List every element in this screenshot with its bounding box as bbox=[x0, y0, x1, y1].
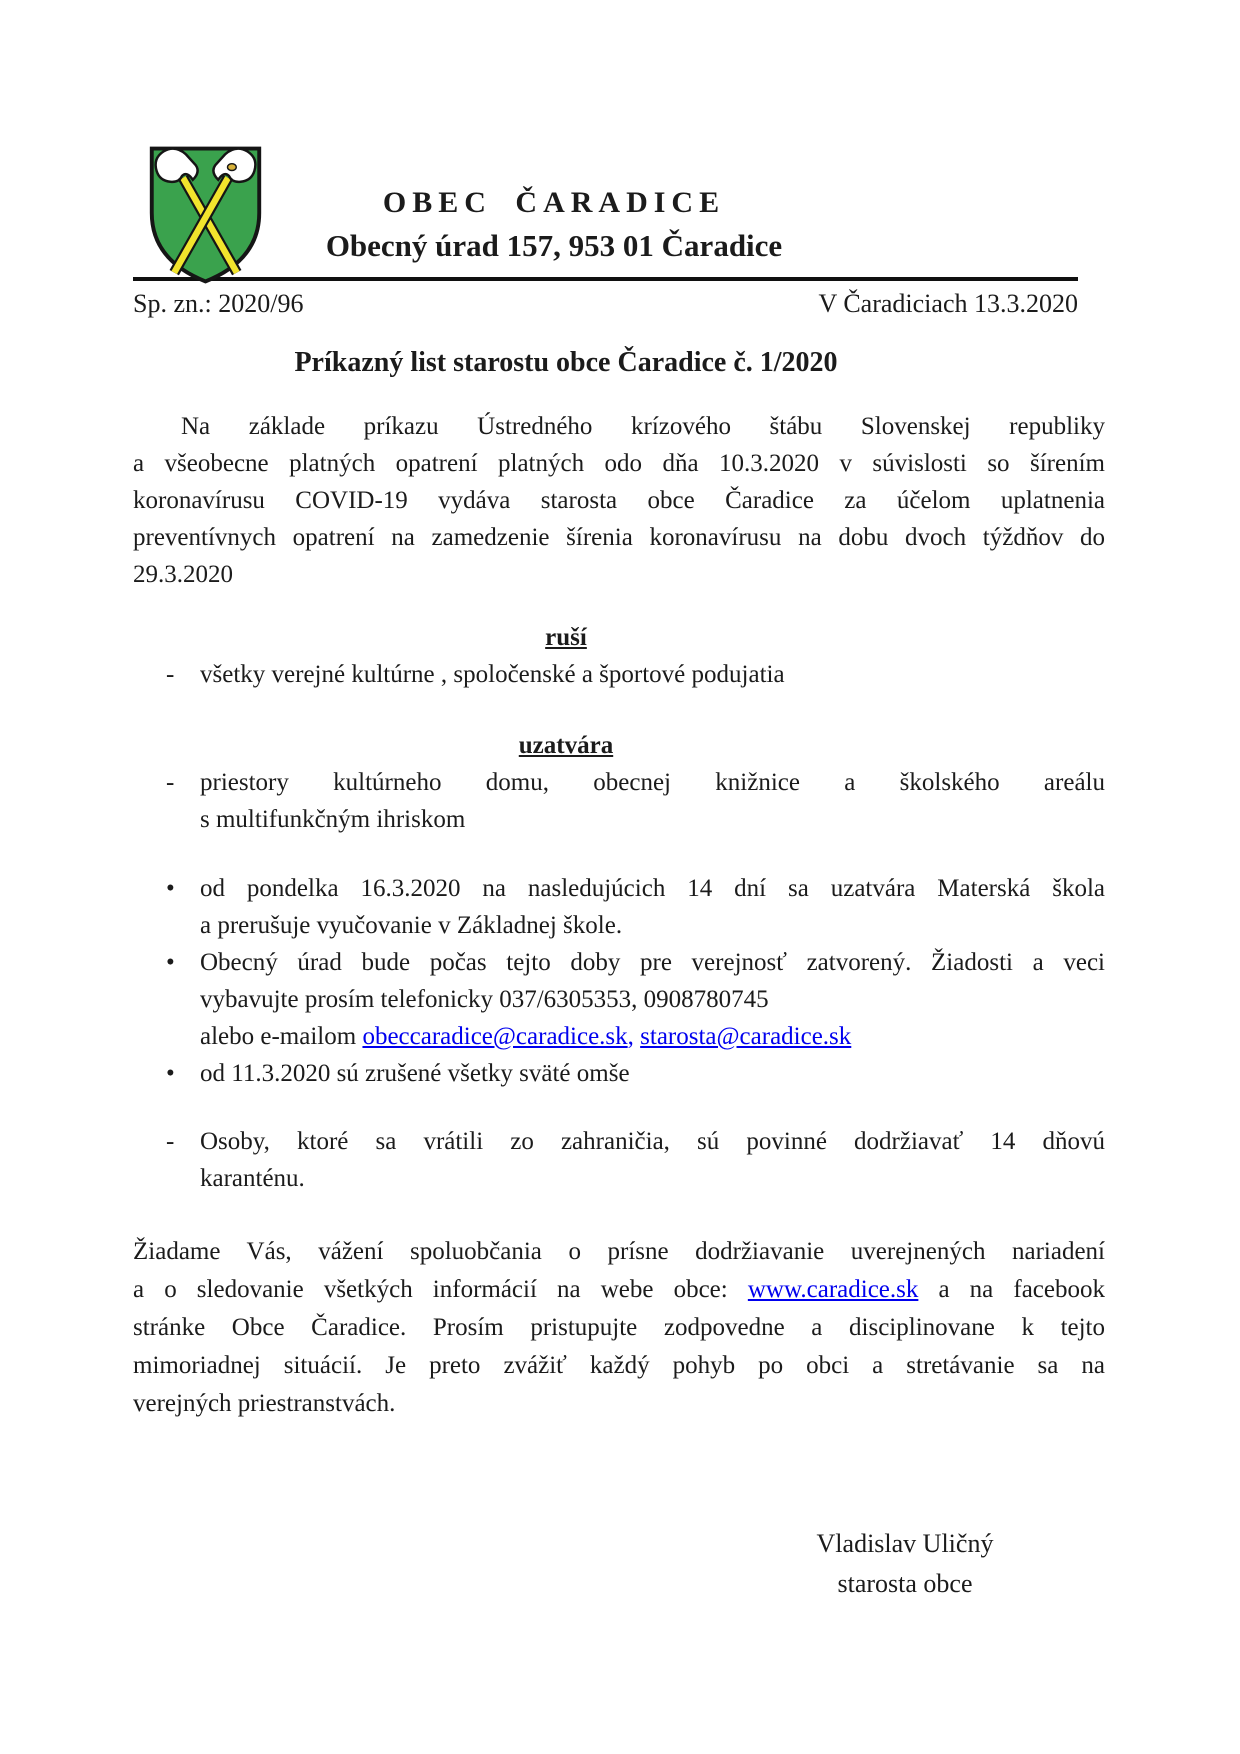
header-rule bbox=[133, 277, 1078, 281]
bullet-item-text: a prerušuje vyučovanie v Základnej škole. bbox=[200, 912, 623, 939]
list-item-text: Osoby, ktoré sa vrátili zo zahraničia, sú povinné dodržiavať 14 dňovú bbox=[200, 1128, 1105, 1155]
document-title: Príkazný list starostu obce Čaradice č. 1/2020 bbox=[294, 347, 838, 378]
intro-line: Na základe príkazu Ústredného krízového štábu Slovenskej republiky bbox=[181, 413, 1105, 440]
reference-row bbox=[133, 288, 1078, 320]
closing-line-with-link bbox=[133, 1271, 1105, 1309]
bullet-marker: • bbox=[166, 1060, 175, 1087]
email-links-separator: , bbox=[627, 1023, 641, 1050]
list-item-rusi bbox=[133, 656, 1105, 693]
bullet-item-masses bbox=[133, 1055, 1105, 1092]
list-item-text: priestory kultúrneho domu, obecnej knižnice a školského areálu bbox=[200, 769, 1105, 796]
list-item-text: všetky verejné kultúrne , spoločenské a športové podujatia bbox=[200, 661, 785, 688]
list-item-quarantine bbox=[133, 1123, 1105, 1197]
list-item-text: karanténu. bbox=[200, 1165, 305, 1192]
signature-name: Vladislav Uličný bbox=[816, 1529, 994, 1558]
section-heading-uzatvara: uzatvára bbox=[518, 732, 614, 759]
section-heading-rusi: ruší bbox=[545, 624, 587, 651]
signature-block bbox=[705, 1524, 1105, 1604]
closing-paragraph bbox=[133, 1233, 1105, 1423]
signature-role: starosta obce bbox=[837, 1569, 973, 1598]
email-link-obeccaradice[interactable]: obeccaradice@caradice.sk bbox=[362, 1023, 628, 1050]
bullet-item-school bbox=[133, 870, 1105, 944]
email-link-starosta[interactable]: starosta@caradice.sk bbox=[640, 1023, 852, 1050]
reference-number: Sp. zn.: 2020/96 bbox=[133, 289, 304, 318]
list-item-text: s multifunkčným ihriskom bbox=[200, 806, 466, 833]
dash-marker: - bbox=[166, 1128, 175, 1155]
bullet-item-text: od 11.3.2020 sú zrušené všetky sväté omše bbox=[200, 1060, 630, 1087]
intro-line: preventívnych opatrení na zamedzenie šírenia koronavírusu na dobu dvoch týždňov do bbox=[133, 524, 1105, 551]
bullet-item-office bbox=[133, 944, 1105, 1055]
bullet-item-text: Obecný úrad bude počas tejto doby pre verejnosť zatvorený. Žiadosti a veci bbox=[200, 949, 1105, 976]
intro-paragraph bbox=[133, 408, 1105, 593]
intro-line: koronavírusu COVID-19 vydáva starosta obce Čaradice za účelom uplatnenia bbox=[133, 487, 1105, 514]
bullet-item-text: vybavujte prosím telefonicky 037/6305353, 0908780745 bbox=[200, 986, 769, 1013]
municipal-coat-of-arms-icon bbox=[142, 140, 269, 288]
list-item-uzatvara bbox=[133, 764, 1105, 838]
org-address: Obecný úrad 157, 953 01 Čaradice bbox=[325, 228, 783, 263]
closing-link-before: a o sledovanie všetkých informácií na webe obce: bbox=[133, 1276, 748, 1303]
dash-marker: - bbox=[166, 769, 175, 796]
bullet-item-email-line bbox=[200, 1018, 1105, 1055]
bullet-marker: • bbox=[166, 949, 175, 976]
bullet-marker: • bbox=[166, 875, 175, 902]
bullet-item-text: od pondelka 16.3.2020 na nasledujúcich 14 dní sa uzatvára Materská škola bbox=[200, 875, 1105, 902]
document-body bbox=[133, 408, 1105, 1423]
org-name: OBEC ČARADICE bbox=[382, 186, 726, 219]
intro-line: a všeobecne platných opatrení platných odo dňa 10.3.2020 v súvislosti so šírením bbox=[133, 450, 1105, 477]
website-link[interactable]: www.caradice.sk bbox=[747, 1276, 919, 1303]
place-date: V Čaradiciach 13.3.2020 bbox=[818, 289, 1078, 318]
closing-line: stránke Obce Čaradice. Prosím pristupujte zodpovedne a disciplinovane k tejto bbox=[133, 1314, 1105, 1341]
closing-line: verejných priestranstvách. bbox=[133, 1390, 396, 1417]
closing-link-after: a na facebook bbox=[918, 1276, 1105, 1303]
intro-line: 29.3.2020 bbox=[133, 561, 233, 588]
closing-line: Žiadame Vás, vážení spoluobčania o prísne dodržiavanie uverejnených nariadení bbox=[133, 1238, 1105, 1265]
dash-marker: - bbox=[166, 661, 175, 688]
closing-line: mimoriadnej situácií. Je preto zvážiť každý pohyb po obci a stretávanie sa na bbox=[133, 1352, 1105, 1379]
email-line-prefix: alebo e-mailom bbox=[200, 1023, 363, 1050]
